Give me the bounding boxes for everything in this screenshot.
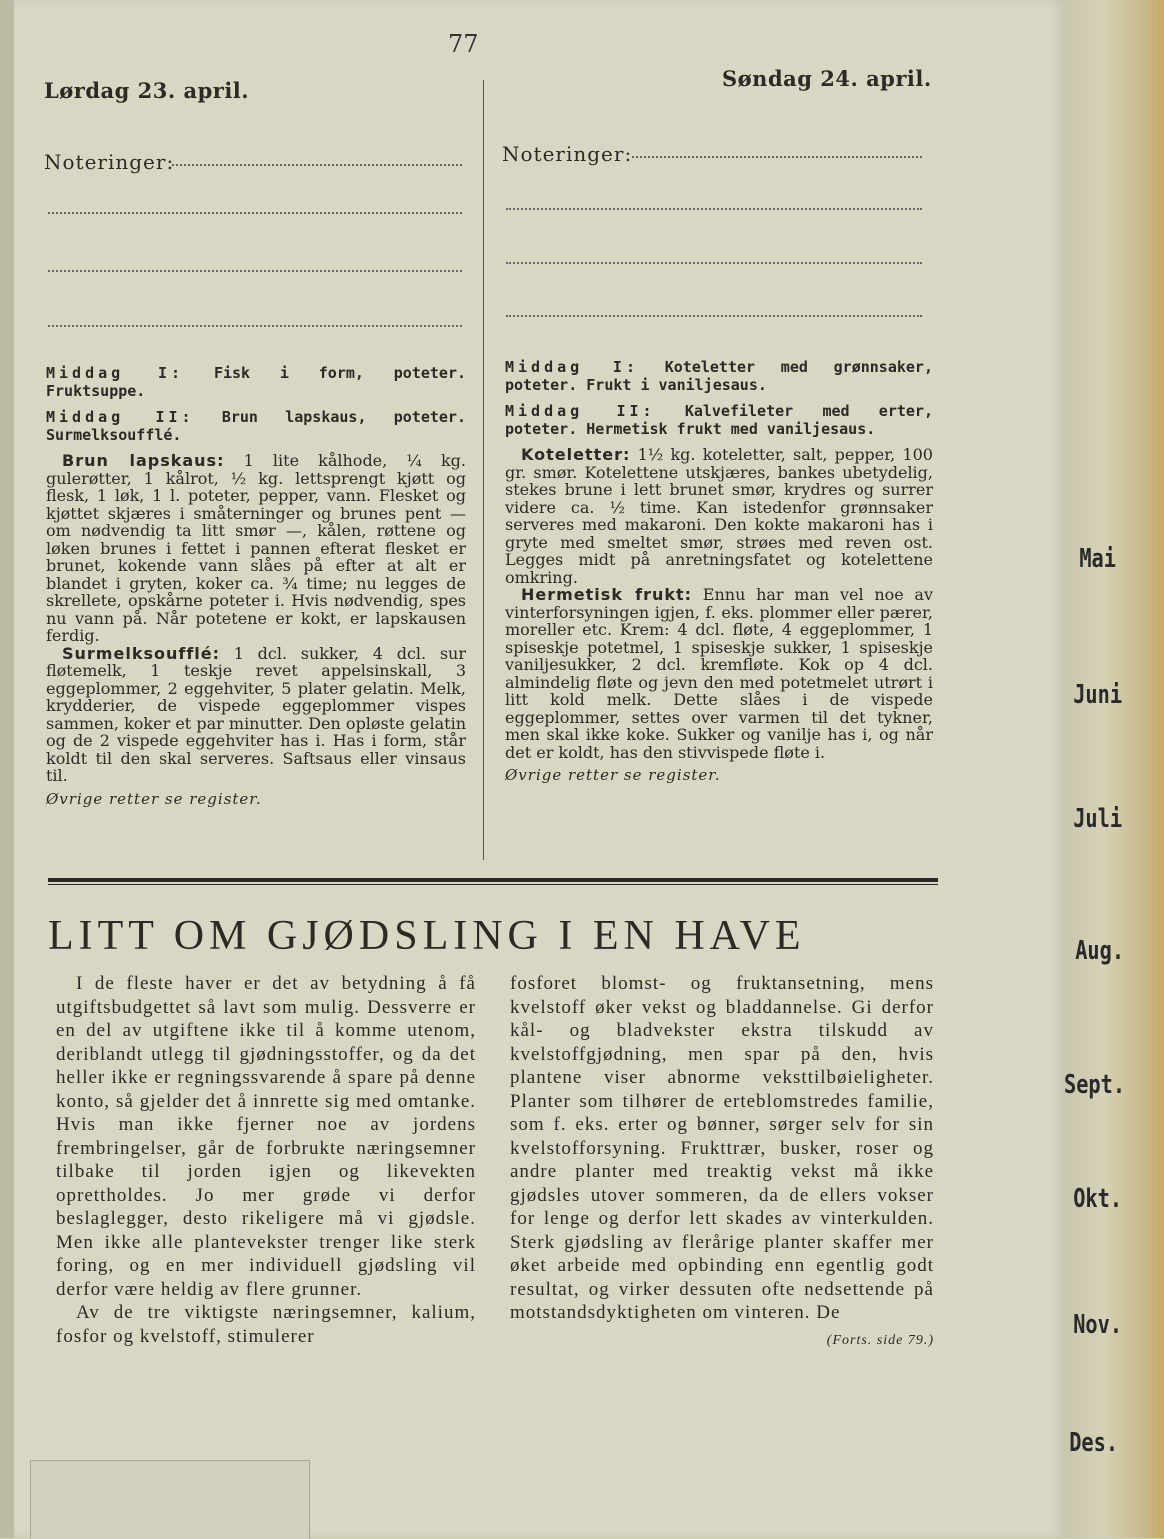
right-recipe-text (505, 446, 933, 761)
left-note-line[interactable] (172, 164, 462, 166)
month-index-tabs (1064, 0, 1164, 1538)
left-day-heading: Lørdag 23. april. (44, 78, 250, 103)
article-title: LITT OM GJØDSLING I EN HAVE (48, 913, 806, 959)
recipe-lapskaus: Brun lapskaus: 1 lite kålhode, ¼ kg. gulerøtter, 1 kålrot, ½ kg. lettsprengt kjøtt og flesk, 1 løk, 1 l. poteter, pepper, vann. Flesket og kjøttet skjæres i småterninger og brunes pent — om nødvendig ta litt smør —, kålen, røttene og løken brunes i fettet i pannen efterat flesket er brunet, kokende vann slåes på efter at alt er blandet i gryten, koker ca. ¾ time; nu legges de skrellete, opskårne poteter i. Hvis nødvendig, spes nu vann på. Når potetene er kokt, er lapskausen ferdig. (46, 451, 466, 645)
left-dinner-2: Middag II: Brun lapskaus, poteter. Surmelksoufflé. (46, 408, 466, 444)
right-day-heading: Søndag 24. april. (722, 66, 932, 91)
right-recipes (505, 358, 933, 785)
article-paragraph: I de fleste haver er det av betydning å få utgiftsbudgettet så lavt som mulig. Dessverre er en del av utgiftene ikke til å komme utenom, deriblandt utlegg til gjødningsstoffer, og da det heller ikke er regningssvarende å spare på denne konto, så gjelder det å innrette sig med omtanke. Hvis man ikke fjerner noe av jordens frembringelser, går de forbrukte næringsemner tilbake til jorden igjen og likevekten oprettholdes. Jo mer grøde vi derfor beslaglegger, desto rikeligere må vi gjødsle. Men ikke alle plantevekster trenger like sterk foring, og en mer individuell gjødsling vil derfor være heldig av flere grunner. (56, 973, 476, 1300)
right-note-line[interactable] (632, 156, 922, 158)
right-note-line[interactable] (506, 208, 922, 210)
right-notes-label: Noteringer: (502, 142, 633, 166)
left-recipes (46, 364, 466, 808)
left-see-register: Øvrige retter se register. (46, 789, 262, 808)
recipe-surmelksouffle: Surmelksoufflé: 1 dcl. sukker, 4 dcl. sur fløtemelk, 1 teskje revet appelsinskall, 3 eggeplommer, 2 eggehviter, 5 plater gelatin. Melk, krydderier, de vispede eggeplommer vispes sammen, koker et par minutter. Den opløste gelatin og de 2 vispede eggehviter has i. Has i form, står koldt til den skal serveres. Saftsaus eller vinsaus til. (46, 643, 466, 785)
continued-note: (Forts. side 79.) (826, 1332, 934, 1348)
binding-edge (0, 0, 14, 1538)
tab-nov[interactable]: Nov. (1073, 1310, 1123, 1340)
tab-aug[interactable]: Aug. (1075, 936, 1125, 966)
tab-okt[interactable]: Okt. (1073, 1184, 1123, 1214)
right-note-line[interactable] (506, 315, 922, 317)
left-notes-label: Noteringer: (44, 150, 175, 174)
right-see-register: Øvrige retter se register. (505, 766, 721, 784)
left-note-line[interactable] (48, 212, 462, 214)
left-note-line[interactable] (48, 325, 462, 327)
column-divider (483, 80, 484, 860)
right-dinner-2: Middag II: Kalvefileter med erter, poteter. Hermetisk frukt med vaniljesaus. (505, 402, 933, 438)
section-rule (48, 878, 938, 882)
page-number: 77 (448, 30, 479, 58)
article-paragraph: Av de tre viktigste næringsemner, kalium, fosfor og kvelstoff, stimulerer (56, 1302, 476, 1347)
label-slot (30, 1460, 310, 1539)
tab-juni[interactable]: Juni (1073, 680, 1123, 710)
left-note-line[interactable] (48, 270, 462, 272)
article-column-2 (510, 972, 934, 1352)
recipe-hermetisk-frukt: Hermetisk frukt: Ennu har man vel noe av vinterforsyningen igjen, f. eks. plommer eller pærer, moreller etc. Krem: 4 dcl. fløte, 4 eggeplommer, 1 spiseskje potetmel, 1 spiseskje sukker, 1 spiseskje vaniljesukker, 2 dcl. kremfløte. Kok op 4 dcl. almindelig fløte og jevn den med potetmelet utrørt i litt kold melk. Dette slåes i de vispede eggeplommer, settes over varmen til det tykner, men skal ikke koke. Sukker og vanilje has i, og når det er koldt, has den stivvispede fløte i. (505, 585, 934, 762)
tab-des[interactable]: Des. (1069, 1428, 1119, 1458)
section-rule-thin (48, 884, 938, 885)
tab-sept[interactable]: Sept. (1064, 1070, 1126, 1100)
right-dinner-1: Middag I: Koteletter med grønnsaker, poteter. Frukt i vaniljesaus. (505, 358, 933, 394)
article-column-1 (56, 972, 476, 1348)
left-dinner-1: Middag I: Fisk i form, poteter. Fruktsuppe. (46, 364, 467, 400)
article-paragraph: fosforet blomst- og fruktansetning, mens kvelstoff øker vekst og bladdannelse. Gi derfor kål- og bladvekster ekstra tilskudd av kvelstoffgjødning, men spar på den, hvis plantene viser abnorme veksttilbøieligheter. Planter som tilhører de erteblomstredes familie, som f. eks. erter og bønner, sørger selv for sin kvelstofforsyning. Frukttrær, busker, roser og andre planter med treaktig vekst må ikke gjødsles utover sommeren, da de ellers vokser for lenge og derfor lett skades av vinterkulden. Sterk gjødsling av flerårige planter skaffer mer øket arbeide med opbinding enn egentlig godt resultat, og virker dessuten ofte nedsettende på motstandsdyktigheten om vinteren. De (510, 973, 934, 1323)
right-note-line[interactable] (506, 262, 922, 264)
tab-mai[interactable]: Mai (1079, 544, 1116, 574)
recipe-koteletter: Koteletter: 1½ kg. koteletter, salt, pepper, 100 gr. smør. Kotelettene utskjæres, bankes ubetydelig, stekes brune i lett brunet smør, krydres og surrer videre ca. ½ time. Kan istedenfor grønnsaker serveres med makaroni. Den kokte makaroni has i gryte med smeltet smør, strøes med reven ost. Legges midt på anretningsfatet og kotelettene omkring. (505, 445, 933, 587)
tab-juli[interactable]: Juli (1073, 804, 1123, 834)
left-recipe-text (46, 452, 466, 785)
